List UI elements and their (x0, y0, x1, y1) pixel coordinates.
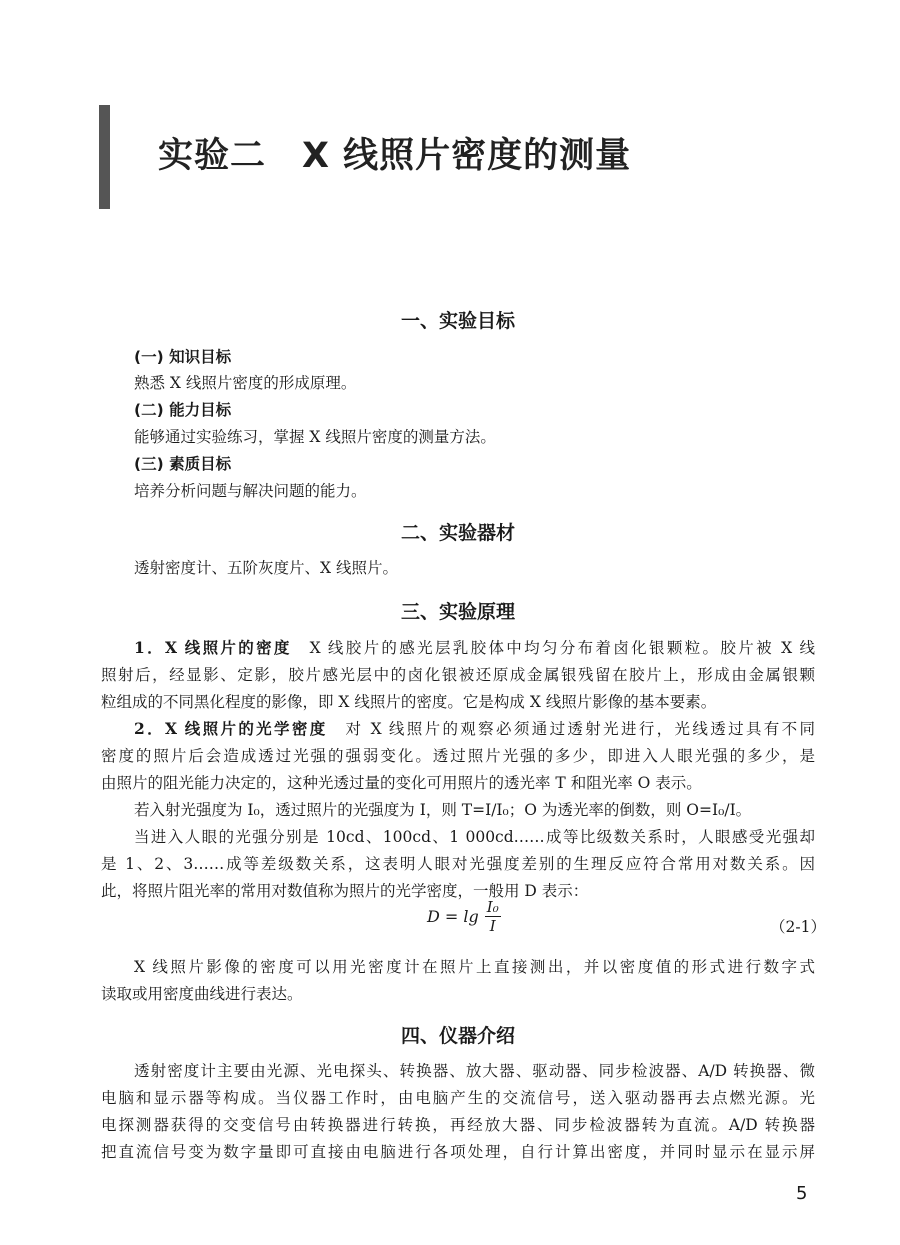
section-heading-objectives: 一、实验目标 (400, 310, 515, 332)
instrument-line2: 电脑和显示器等构成。当仪器工作时，由电脑产生的交流信号，送入驱动器再去点燃光源。光 (101, 1089, 815, 1107)
title-accent-bar (99, 105, 110, 209)
principle-p3-line1: 若入射光强度为 I₀，透过照片的光强度为 I，则 T=I/I₀；O 为透光率的倒数，则 O=I₀/I。 (134, 801, 752, 819)
quality-objective-heading: (三) 素质目标 (134, 455, 232, 473)
section-heading-principle: 三、实验原理 (400, 601, 515, 623)
principle-p2-label: 2．X 线照片的光学密度 (134, 719, 328, 738)
equation-numerator: I₀ (486, 898, 499, 916)
principle-p2-line2: 密度的照片后会造成透过光强的强弱变化。透过照片光强的多少，即进入人眼光强的多少，是 (101, 747, 815, 765)
instrument-line1: 透射密度计主要由光源、光电探头、转换器、放大器、驱动器、同步检波器、A/D 转换器、微 (134, 1062, 815, 1080)
page-number: 5 (796, 1183, 808, 1204)
principle-p5-line1: X 线照片影像的密度可以用光密度计在照片上直接测出，并以密度值的形式进行数字式 (134, 958, 815, 976)
principle-p1-line1: 1．X 线照片的密度 X 线胶片的感光层乳胶体中均匀分布着卤化银颗粒。胶片被 X 线 (134, 638, 815, 657)
equipment-text: 透射密度计、五阶灰度片、X 线照片。 (134, 559, 398, 577)
density-equation (427, 898, 501, 935)
equation-lhs: D = lg (427, 907, 479, 926)
equation-number: （2-1） (770, 918, 826, 936)
principle-p2-line3: 由照片的阻光能力决定的，这种光透过量的变化可用照片的透光率 T 和阻光率 O 表示。 (101, 774, 702, 792)
principle-p2-line1: 2．X 线照片的光学密度 对 X 线照片的观察必须通过透射光进行，光线透过具有不同 (134, 719, 815, 738)
ability-objective-text: 能够通过实验练习，掌握 X 线照片密度的测量方法。 (134, 428, 496, 446)
section-heading-instrument: 四、仪器介绍 (400, 1025, 515, 1047)
principle-p4-line3: 此，将照片阻光率的常用对数值称为照片的光学密度，一般用 D 表示： (101, 882, 589, 900)
equation-fraction (485, 898, 501, 935)
knowledge-objective-text: 熟悉 X 线照片密度的形成原理。 (134, 374, 357, 392)
principle-p1-line3: 粒组成的不同黑化程度的影像，即 X 线照片的密度。它是构成 X 线照片影像的基本要素。 (101, 693, 717, 711)
principle-p4-line1: 当进入人眼的光强分别是 10cd、100cd、1 000cd……成等比级数关系时，人眼感受光强却 (134, 828, 815, 846)
equation-denominator: I (489, 917, 496, 935)
principle-p1-label: 1．X 线照片的密度 (134, 638, 292, 657)
quality-objective-text: 培养分析问题与解决问题的能力。 (134, 482, 367, 500)
principle-p5-line2: 读取或用密度曲线进行表达。 (101, 985, 303, 1003)
chapter-title: 实验二 X 线照片密度的测量 (158, 136, 632, 176)
section-heading-equipment: 二、实验器材 (400, 522, 515, 544)
instrument-line3: 电探测器获得的交变信号由转换器进行转换，再经放大器、同步检波器转为直流。A/D 转换器 (101, 1116, 815, 1134)
principle-p4-line2: 是 1、2、3……成等差级数关系，这表明人眼对光强度差别的生理反应符合常用对数关系。因 (101, 855, 815, 873)
knowledge-objective-heading: (一) 知识目标 (134, 348, 232, 366)
instrument-line4: 把直流信号变为数字量即可直接由电脑进行各项处理，自行计算出密度，并同时显示在显示屏 (101, 1143, 815, 1161)
ability-objective-heading: (二) 能力目标 (134, 401, 232, 419)
principle-p1-line2: 照射后，经显影、定影，胶片感光层中的卤化银被还原成金属银残留在胶片上，形成由金属银颗 (101, 666, 815, 684)
